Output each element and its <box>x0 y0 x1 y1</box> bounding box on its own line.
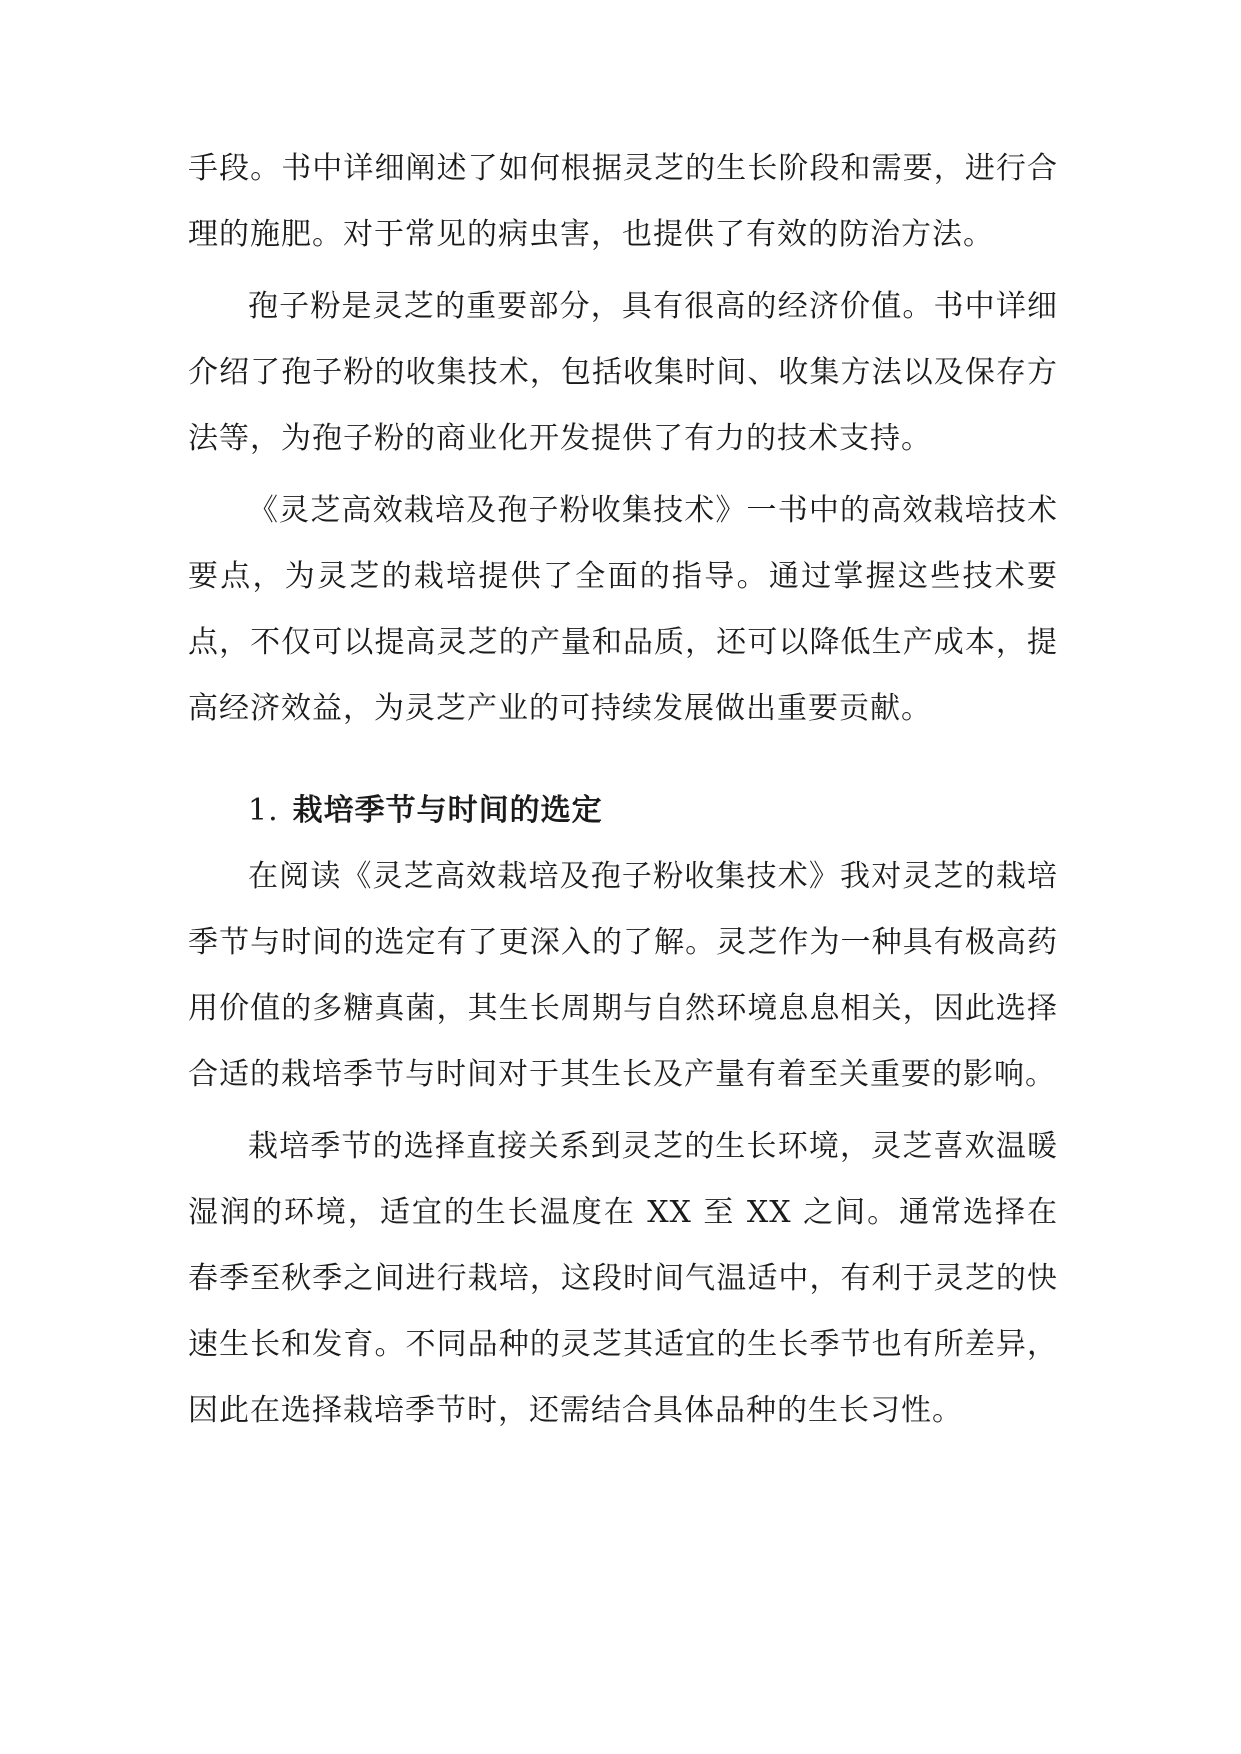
document-page <box>188 136 1058 1444</box>
paragraph-continuation: 手段。书中详细阐述了如何根据灵芝的生长阶段和需要，进行合理的施肥。对于常见的病虫害，也提供了有效的防治方法。 <box>188 151 1058 252</box>
paragraph-season-selection: 栽培季节的选择直接关系到灵芝的生长环境，灵芝喜欢温暖湿润的环境，适宜的生长温度在 XX 至 XX 之间。通常选择在春季至秋季之间进行栽培，这段时间气温适中，有利于灵芝的快速生长和发育。不同品种的灵芝其适宜的生长季节也有所差异，因此在选择栽培季节时，还需结合具体品种的生长习性。 <box>188 1129 1058 1428</box>
paragraph-season-intro: 在阅读《灵芝高效栽培及孢子粉收集技术》我对灵芝的栽培季节与时间的选定有了更深入的了解。灵芝作为一种具有极高药用价值的多糖真菌，其生长周期与自然环境息息相关，因此选择合适的栽培季节与时间对于其生长及产量有着至关重要的影响。 <box>188 859 1058 1092</box>
section-heading <box>188 778 1058 844</box>
section-number: 1. <box>248 793 279 828</box>
paragraph-book-summary: 《灵芝高效栽培及孢子粉收集技术》一书中的高效栽培技术要点，为灵芝的栽培提供了全面的指导。通过掌握这些技术要点，不仅可以提高灵芝的产量和品质，还可以降低生产成本，提高经济效益，为灵芝产业的可持续发展做出重要贡献。 <box>188 493 1058 726</box>
paragraph-spore-powder: 孢子粉是灵芝的重要部分，具有很高的经济价值。书中详细介绍了孢子粉的收集技术，包括收集时间、收集方法以及保存方法等，为孢子粉的商业化开发提供了有力的技术支持。 <box>188 289 1058 456</box>
section-title: 栽培季节与时间的选定 <box>292 793 603 828</box>
